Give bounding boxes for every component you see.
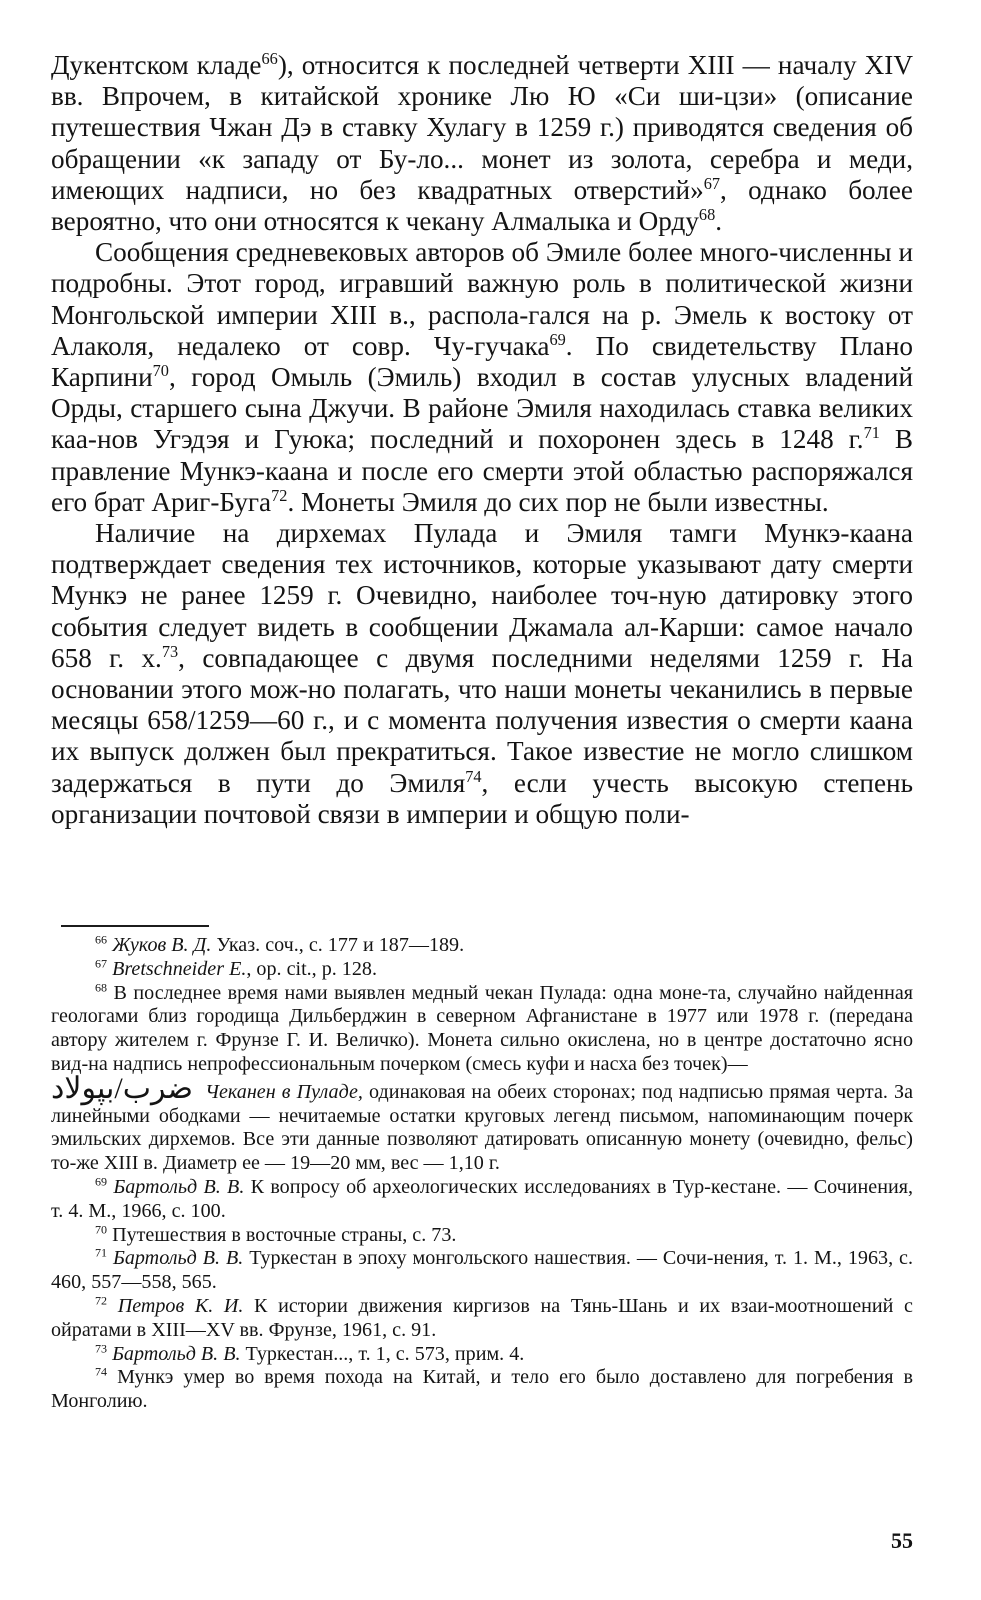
footnote-66: $^{66}$ Жуков В. Д. Указ. соч., с. 177 и 187—189.	[95, 932, 465, 956]
footnote-71: $^{71}$ Бартольд В. В. Туркестан в эпоху монгольского нашествия. — Сочи-нения, т. 1. М., 1963, с. 460, 557—558, 565.	[51, 1245, 913, 1294]
footnote-ref-72: 72	[271, 485, 288, 505]
footnote-ref-71: 71	[863, 423, 880, 443]
footnote-69: $^{69}$ Бартольд В. В. К вопросу об археологических исследованиях в Тур-кестане. — Сочинения, т. 4. М., 1966, с. 100.	[51, 1174, 913, 1222]
footnotes	[51, 934, 913, 1414]
footnote-72: $^{72}$ Петров К. И. К истории движения киргизов на Тянь-Шань и их взаи-моотношений с ойратами в XIII—XV вв. Фрунзе, 1961, с. 91.	[51, 1293, 913, 1341]
main-text	[51, 50, 913, 830]
page-number: 55	[891, 1528, 913, 1553]
footnote-ref-66: 66	[261, 48, 278, 68]
book-page	[51, 0, 913, 1600]
footnote-70: $^{70}$ Путешествия в восточные страны, с. 73.	[95, 1221, 457, 1246]
footnote-ref-73: 73	[161, 641, 179, 661]
footnote-ref-67: 67	[703, 173, 721, 193]
arabic-inscription: ضرب/بپولاد	[51, 1071, 193, 1105]
footnote-ref-69: 69	[549, 329, 566, 349]
footnote-73: $^{73}$ Бартольд В. В. Туркестан..., т. 1, с. 573, прим. 4.	[95, 1340, 525, 1365]
paragraph-3: Наличие на дирхемах Пулада и Эмиля тамги Мункэ-каана подтверждает сведения тех источников, которые указывают дату смерти Мункэ не ранее 1259 г. Очевидно, наиболее точ-ную датировку этого события следует видеть в сообщении Джамала ал-Карши: самое начало 658 г. х.$^{73}$, совпадающее с двумя последними неделями 1259 г. На основании этого мож-но полагать, что наши монеты чеканились в первые месяцы 658/1259—60 г., и с момента получения известия о смерти каана их выпуск должен был прекратиться. Такое известие не могло слишком задержаться в пути до Эмиля$^{74}$, если учесть высокую степень организации почтовой связи в империи и общую поли-	[51, 518, 914, 829]
footnote-ref-68: 68	[698, 204, 716, 224]
footnote-68: $^{68}$ В последнее время нами выявлен медный чекан Пулада: одна моне-та, случайно найденная геологами близ городища Дильберджин в северном Афганистане в 1977 или 1978 г. (передана автору жителем г. Фрунзе Г. И. Величко). Монета сильно окислена, но в центре достаточно ясно вид-на надпись непрофессиональным почерком (смесь куфи и насха без точек)—	[51, 979, 913, 1075]
footnote-74: $^{74}$ Мункэ умер во время похода на Китай, и тело его было доставлено для погребения в Монголию.	[51, 1364, 913, 1413]
footnote-ref-70: 70	[152, 360, 169, 380]
footnote-divider	[61, 925, 209, 927]
paragraph-2: Сообщения средневековых авторов об Эмиле более много-численны и подробны. Этот город, игравший важную роль в политической жизни Монгольской империи XIII в., распола-гался на р. Эмель к востоку от Алаколя, недалеко от совр. Чу-гучака$^{69}$. По свидетельству Плано Карпини$^{70}$, город Омыль (Эмиль) входил в состав улусных владений Орды, старшего сына Джучи. В районе Эмиля находилась ставка великих каа-нов Угэдэя и Гуюка; последний и похоронен здесь в 1248 г.$^{71}$ В правление Мункэ-каана и после его смерти этой областью распоряжался его брат Ариг-Буга$^{72}$. Монеты Эмиля до сих пор не были известны.	[51, 237, 914, 517]
footnote-ref-74: 74	[465, 766, 482, 786]
footnote-68-continued: ضرب/بپولاد Чеканен в Пуладе, одинаковая на обеих сторонах; под надписью прямая черта. За линейными ободками — нечитаемые остатки круговых легенд письмом, напоминающим почерк эмильских дирхемов. Все эти данные позволяют датировать описанную монету (очевидно, фельс) то-же XIII в. Диаметр ее — 19—20 мм, вес — 1,10 г.	[51, 1071, 913, 1175]
paragraph-1: Дукентском кладе$^{66}$), относится к последней четверти XIII — началу XIV вв. Впрочем, в китайской хронике Лю Ю «Си ши-цзи» (описание путешествия Чжан Дэ в ставку Хулагу в 1259 г.) приводятся сведения об обращении «к западу от Бу-ло... монет из золота, серебра и меди, имеющих надписи, но без квадратных отверстий»$^{67}$, однако более вероятно, что они относятся к чекану Алмалыка и Орду$^{68}$.	[51, 48, 913, 237]
footnote-67: $^{67}$ Bretschneider E., op. cit., p. 128.	[95, 956, 377, 980]
